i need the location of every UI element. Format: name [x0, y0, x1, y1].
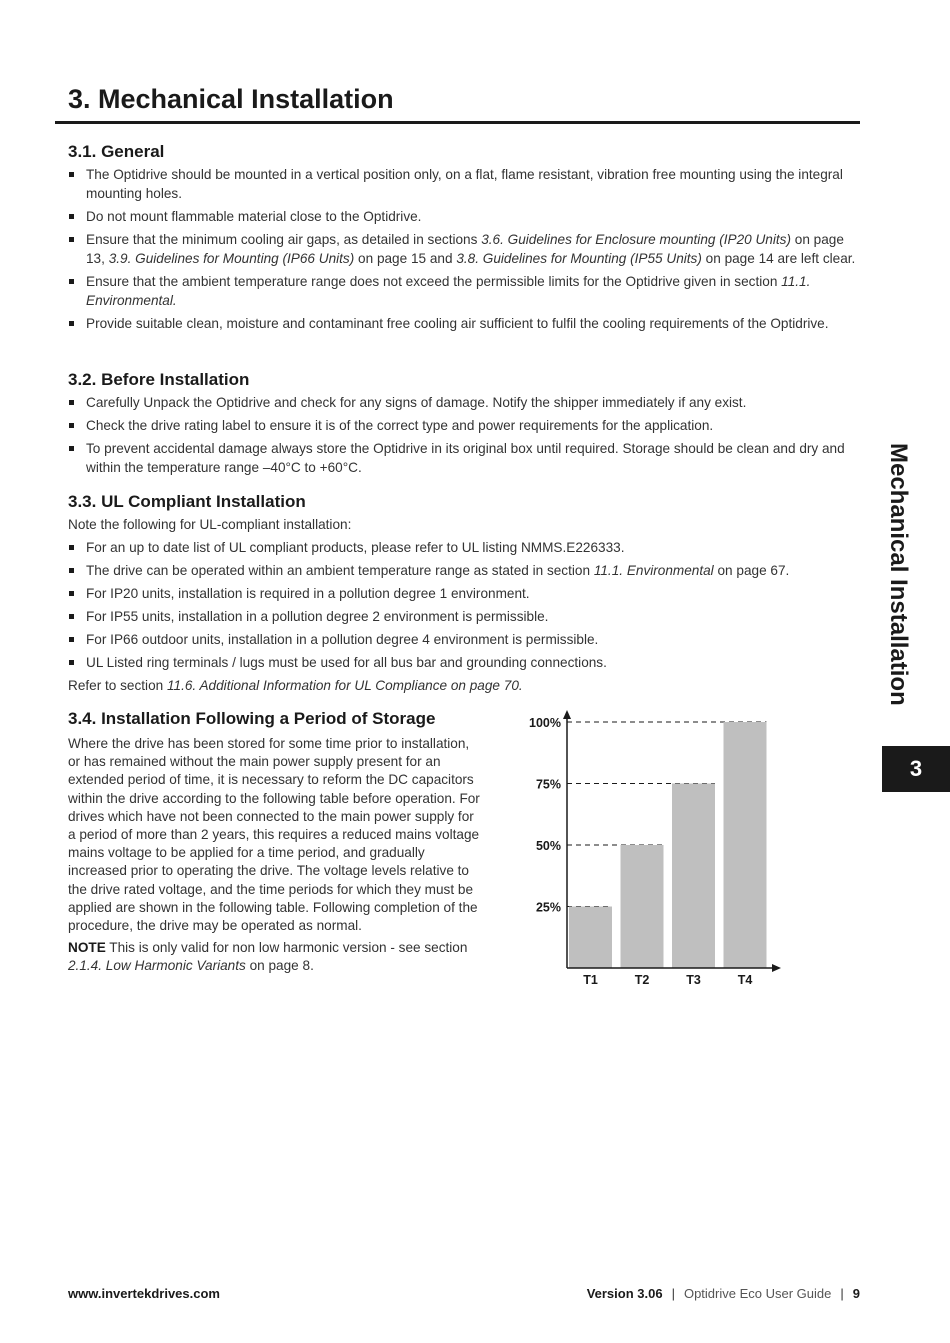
- y-tick-label: 100%: [529, 716, 561, 730]
- list-item: [68, 165, 858, 203]
- title-rule: [55, 121, 860, 124]
- list-item: [68, 272, 858, 310]
- list-item-text: Carefully Unpack the Optidrive and check for any signs of damage. Notify the shipper immediately if any exist.: [86, 395, 747, 410]
- list-item-text: For IP20 units, installation is required in a pollution degree 1 environment.: [86, 586, 530, 601]
- refer-lead: Refer to section: [68, 678, 167, 693]
- list-item: [68, 607, 858, 626]
- footer-separator: |: [840, 1286, 844, 1301]
- list-item-text: on page 14 are left clear.: [701, 251, 856, 266]
- cross-reference: 11.6. Additional Information for UL Compliance on page 70.: [166, 678, 523, 693]
- section-heading: 3.3. UL Compliant Installation: [68, 492, 306, 511]
- x-tick-label: T4: [737, 973, 753, 987]
- list-item-text: For IP55 units, installation in a pollution degree 2 environment is permissible.: [86, 609, 549, 624]
- y-tick-label: 75%: [535, 777, 561, 792]
- list-item-text: To prevent accidental damage always store the Optidrive in its original box until required. Storage should be clean and dry and within the temperature range –40°C to +60°C.: [86, 441, 845, 475]
- note-paragraph: [68, 939, 483, 975]
- section-heading: 3.4. Installation Following a Period of Storage: [68, 709, 436, 728]
- list-item-text: on page 67.: [713, 563, 790, 578]
- list-item-text: Ensure that the minimum cooling air gaps, as detailed in sections: [86, 232, 482, 247]
- section-heading: 3.2. Before Installation: [68, 370, 250, 389]
- section-storage: [68, 708, 483, 976]
- cross-reference: 3.8. Guidelines for Mounting (IP55 Units): [456, 251, 702, 266]
- chapter-number-tab: 3: [882, 746, 950, 792]
- list-item-text: on page 15 and: [354, 251, 457, 266]
- page-title: 3. Mechanical Installation: [68, 84, 394, 114]
- y-axis-arrow: [563, 710, 571, 719]
- list-item-text: UL Listed ring terminals / lugs must be used for all bus bar and grounding connections.: [86, 655, 607, 670]
- bullet-list: [68, 393, 858, 477]
- list-item-text: Check the drive rating label to ensure it is of the correct type and power requirements for the application.: [86, 418, 714, 433]
- footer-separator: |: [671, 1286, 675, 1301]
- list-item-text: Do not mount flammable material close to the Optidrive.: [86, 209, 422, 224]
- x-tick-label: T1: [583, 973, 598, 987]
- cross-reference: 11.1. Environmental: [593, 563, 714, 578]
- side-tab-title: Mechanical Installation: [885, 443, 912, 706]
- y-tick-label: 25%: [535, 900, 561, 915]
- list-item: [68, 584, 858, 603]
- bar-t4: [724, 722, 767, 968]
- bar-t1: [569, 907, 612, 969]
- x-tick-label: T3: [686, 973, 701, 987]
- footer-website: www.invertekdrives.com: [68, 1286, 220, 1301]
- note-text: This is only valid for non low harmonic version - see section: [105, 940, 468, 956]
- section-general: [68, 141, 858, 337]
- footer-page-number: 9: [852, 1286, 860, 1301]
- intro-text: Note the following for UL-compliant installation:: [68, 517, 352, 532]
- list-item: [68, 439, 858, 477]
- list-item: [68, 630, 858, 649]
- list-item: [68, 207, 858, 226]
- refer-text: [68, 676, 858, 695]
- cross-reference: 3.9. Guidelines for Mounting (IP66 Units): [108, 251, 355, 266]
- note-text: on page 8.: [245, 958, 314, 974]
- section-before-installation: [68, 369, 858, 481]
- list-item: [68, 538, 858, 557]
- list-item-text: For IP66 outdoor units, installation in a pollution degree 4 environment is permissible.: [86, 632, 599, 647]
- cross-reference: 3.6. Guidelines for Enclosure mounting (IP20 Units): [481, 232, 791, 247]
- list-item: [68, 393, 858, 412]
- body-paragraph: Where the drive has been stored for some time prior to installation, or has remained without the main power supply present for an extended period of time, it is necessary to reform the DC capacitors within the drive according to the following table before operation. For drives which have not been connected to the main power supply for a period of more than 2 years, this requires a reduced mains voltage mains voltage to be applied for a time period, and gradually increased prior to operating the drive. The voltage levels relative to the drive rated voltage, and the time periods for which they must be applied are shown in the following table. Following completion of the procedure, the drive may be operated as normal.: [68, 736, 480, 934]
- note-label: NOTE: [68, 940, 106, 956]
- section-heading: 3.1. General: [68, 142, 165, 161]
- list-item: [68, 653, 858, 672]
- list-item-text: For an up to date list of UL compliant products, please refer to UL listing NMMS.E226333.: [86, 540, 625, 555]
- footer-info: [587, 1286, 860, 1301]
- x-tick-label: T2: [634, 973, 650, 987]
- list-item-text: The drive can be operated within an ambient temperature range as stated in section: [86, 563, 594, 578]
- list-item: [68, 314, 858, 333]
- cross-reference: 2.1.4. Low Harmonic Variants: [68, 958, 246, 974]
- list-item-text: The Optidrive should be mounted in a vertical position only, on a flat, flame resistant, vibration free mounting using the integral mounting holes.: [86, 167, 843, 201]
- list-item: [68, 230, 858, 268]
- y-tick-label: 50%: [535, 839, 561, 853]
- bullet-list: [68, 165, 858, 333]
- cross-reference: 11.1. Environmental.: [86, 274, 811, 308]
- list-item: [68, 561, 858, 580]
- bullet-list: [68, 538, 858, 672]
- list-item: [68, 416, 858, 435]
- bar-t2: [621, 845, 664, 968]
- list-item-text: Ensure that the ambient temperature range does not exceed the permissible limits for the Optidrive given in section: [86, 274, 782, 289]
- section-ul-compliant: [68, 491, 858, 695]
- list-item-text: on page 13,: [86, 232, 844, 266]
- x-axis-arrow: [772, 964, 781, 972]
- footer-guide-name: Optidrive Eco User Guide: [683, 1286, 832, 1301]
- storage-voltage-chart: [520, 700, 790, 995]
- list-item-text: Provide suitable clean, moisture and contaminant free cooling air sufficient to fulfil the cooling requirements of the Optidrive.: [86, 316, 829, 331]
- bar-t3: [672, 784, 715, 969]
- footer-version: Version 3.06: [586, 1286, 663, 1301]
